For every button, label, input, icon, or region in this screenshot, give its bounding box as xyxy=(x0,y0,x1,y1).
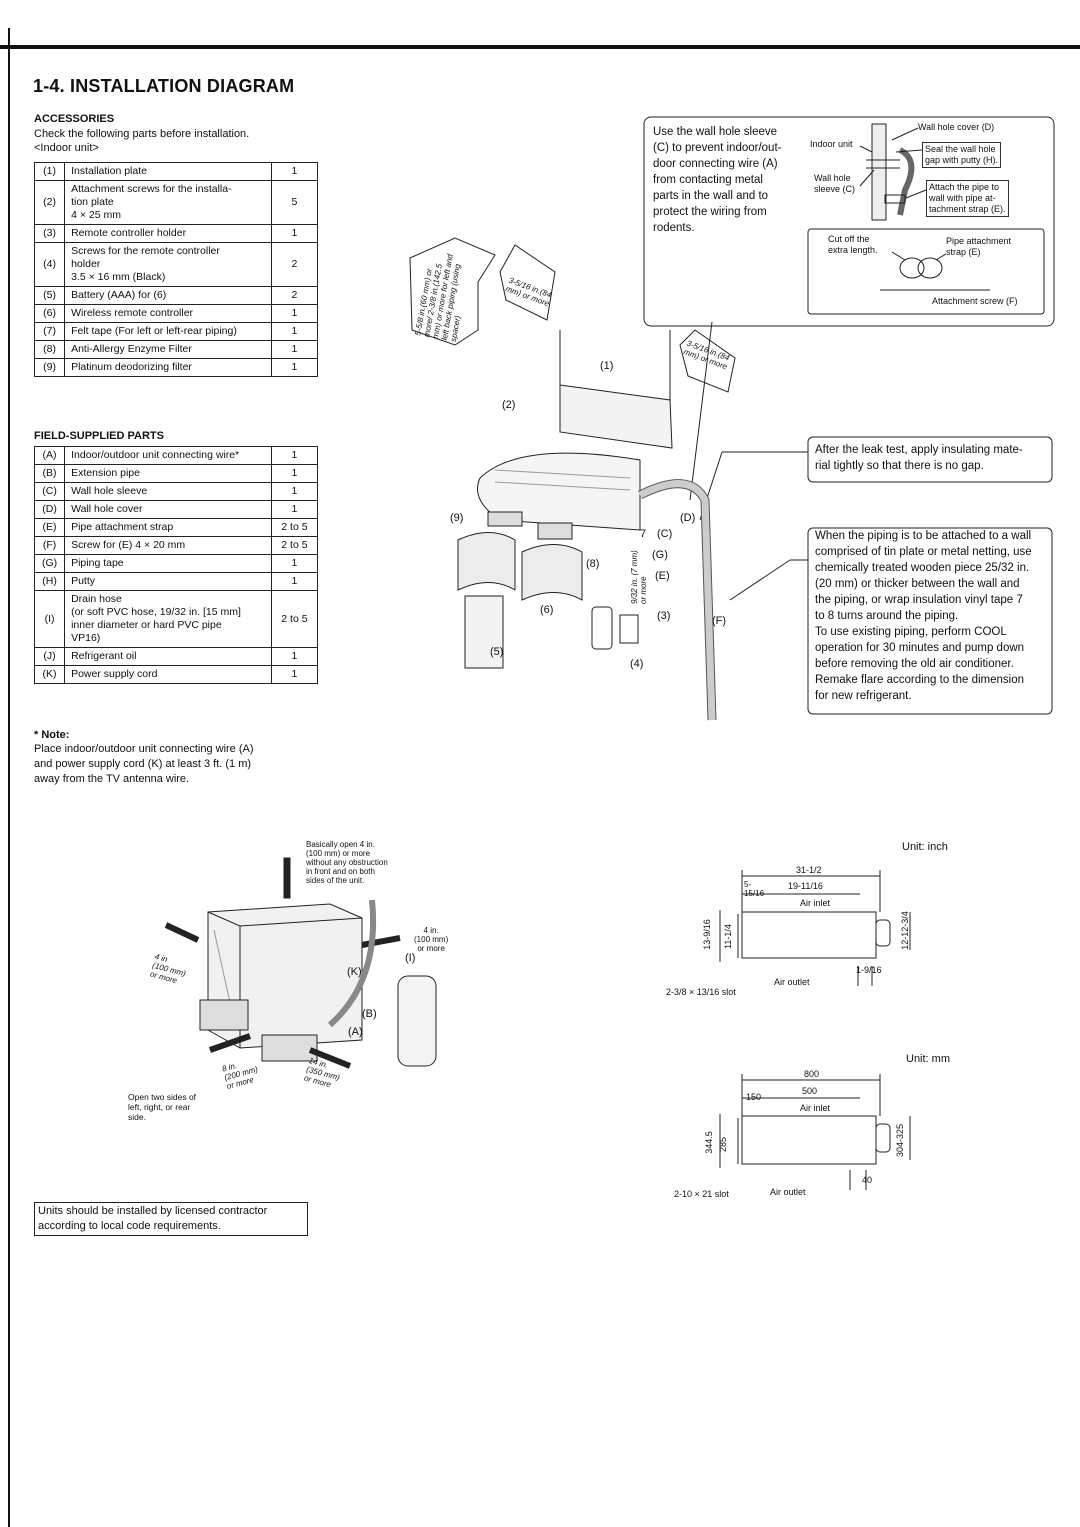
part-description: Wall hole sleeve xyxy=(65,483,272,501)
label-i: (I) xyxy=(405,952,416,964)
part-id: (2) xyxy=(35,181,65,225)
part-description: Platinum deodorizing filter xyxy=(65,359,272,377)
air-filter-right xyxy=(522,545,582,601)
top-clearance-label: Basically open 4 in. (100 mm) or more without any obstruction in front and on both sides of the unit. xyxy=(306,840,388,885)
part-quantity: 2 xyxy=(271,287,317,305)
licensed-contractor-notice: Units should be installed by licensed contractor according to local code requirements. xyxy=(34,1202,308,1236)
clearance-left-label: 5-5/8 in.(60 mm) or more/ 2-3/8 in.(142.5 mm) or more for left and left back piping (using spacer) xyxy=(413,253,463,343)
pipe-coil-2 xyxy=(918,258,942,278)
base-pad-left xyxy=(200,1000,248,1030)
mm-height2: 285 xyxy=(718,1136,729,1153)
part-id: (D) xyxy=(35,501,65,519)
part-id: (B) xyxy=(35,465,65,483)
part-description: Drain hose (or soft PVC hose, 19/32 in. [15 mm] inner diameter or hard PVC pipe VP16) xyxy=(65,591,272,648)
cut-off-callout: Cut off the extra length. xyxy=(828,234,878,255)
part-description: Attachment screws for the installa- tion plate 4 × 25 mm xyxy=(65,181,272,225)
mm-foot: 40 xyxy=(862,1175,873,1185)
unit-inch-label: Unit: inch xyxy=(902,841,948,853)
part-id: (G) xyxy=(35,555,65,573)
note-text: Place indoor/outdoor unit connecting wire (A) and power supply cord (K) at least 3 ft. (1 m) away from the TV antenna wire. xyxy=(34,743,254,785)
part-quantity: 2 to 5 xyxy=(271,591,317,648)
part-id: (8) xyxy=(35,341,65,359)
wall-piping-note: When the piping is to be attached to a wall comprised of tin plate or metal netting, use chemically treated wooden piece 25/32 in. (20 mm) or thicker between the wall and the piping, or wrap insulation vinyl tape 7 to 8 turns around the piping. To use existing piping, perform COOL operation for 30 minutes and pump down before removing the old air conditioner. Remake flare according to the dimension for new refrigerant. xyxy=(815,530,1032,702)
part-quantity: 1 xyxy=(271,465,317,483)
part-quantity: 1 xyxy=(271,573,317,591)
wall-section xyxy=(872,124,886,220)
mm-offset: 150 xyxy=(746,1092,762,1102)
inch-air-outlet: Air outlet xyxy=(774,977,810,987)
pipe-strap-callout: Pipe attachment strap (E) xyxy=(946,236,1012,257)
piping-run xyxy=(640,484,712,720)
filter-9 xyxy=(488,512,522,526)
label-7: 7 xyxy=(640,528,647,540)
left-clearance-label: 4 in (100 mm) or more xyxy=(149,952,187,986)
note-heading: * Note: xyxy=(34,729,70,741)
part-id: (I) xyxy=(35,591,65,648)
wall-hole-cover-callout: Wall hole cover (D) xyxy=(918,122,995,132)
unit-handle-mm xyxy=(876,1124,890,1152)
mm-slot: 2-10 × 21 slot xyxy=(674,1189,729,1199)
wall-sleeve-instructions: Use the wall hole sleeve (C) to prevent indoor/out- door connecting wire (A) from contacting metal parts in the wall and to protect the wiring from rodents. xyxy=(653,126,782,234)
part-description: Power supply cord xyxy=(65,666,272,684)
mm-inner: 500 xyxy=(802,1086,818,1096)
arrow-top xyxy=(284,858,290,898)
inch-offset: 5- 15/16 xyxy=(744,880,765,898)
attachment-screw-callout: Attachment screw (F) xyxy=(932,296,1018,306)
mm-width: 800 xyxy=(804,1069,820,1079)
label-9: (9) xyxy=(450,512,464,524)
part-description: Wall hole cover xyxy=(65,501,272,519)
part-quantity: 1 xyxy=(271,225,317,243)
indoor-unit-label: <Indoor unit> xyxy=(34,142,99,154)
inch-height2: 11-1/4 xyxy=(722,924,733,949)
label-b: (B) xyxy=(362,1008,377,1020)
field-parts-heading: FIELD-SUPPLIED PARTS xyxy=(34,430,164,442)
part-quantity: 1 xyxy=(271,501,317,519)
part-quantity: 1 xyxy=(271,666,317,684)
part-quantity: 1 xyxy=(271,648,317,666)
label-5: (5) xyxy=(490,646,504,658)
part-id: (H) xyxy=(35,573,65,591)
drain-cover xyxy=(398,976,436,1066)
part-quantity: 1 xyxy=(271,341,317,359)
label-f: (F) xyxy=(712,615,727,627)
label-8: (8) xyxy=(586,558,600,570)
part-description: Battery (AAA) for (6) xyxy=(65,287,272,305)
pipe-gap-label: 9/32 in. (7 mm) or more xyxy=(630,550,648,604)
label-2: (2) xyxy=(502,399,516,411)
part-id: (K) xyxy=(35,666,65,684)
part-id: (9) xyxy=(35,359,65,377)
inch-height1: 13-9/16 xyxy=(701,919,712,950)
label-c: (C) xyxy=(657,528,673,540)
part-description: Remote controller holder xyxy=(65,225,272,243)
mm-air-inlet: Air inlet xyxy=(800,1103,831,1113)
part-quantity: 2 to 5 xyxy=(271,537,317,555)
inch-slot: 2-3/8 × 13/16 slot xyxy=(666,987,736,997)
remote-holder xyxy=(620,615,638,643)
part-id: (4) xyxy=(35,243,65,287)
label-4: (4) xyxy=(630,658,644,670)
installation-plate xyxy=(560,385,672,448)
part-id: (7) xyxy=(35,323,65,341)
inch-air-inlet: Air inlet xyxy=(800,898,831,908)
leak-test-note: After the leak test, apply insulating mate- rial tightly so that there is no gap. xyxy=(815,444,1023,472)
part-description: Refrigerant oil xyxy=(65,648,272,666)
accessories-intro: Check the following parts before installation. xyxy=(34,128,250,140)
label-g: (G) xyxy=(652,549,668,561)
part-quantity: 1 xyxy=(271,163,317,181)
part-id: (F) xyxy=(35,537,65,555)
part-quantity: 5 xyxy=(271,181,317,225)
mm-height1: 344.5 xyxy=(703,1131,714,1154)
part-quantity: 1 xyxy=(271,555,317,573)
remote-controller xyxy=(592,607,612,649)
part-id: (A) xyxy=(35,447,65,465)
part-quantity: 2 to 5 xyxy=(271,519,317,537)
inch-inner: 19-11/16 xyxy=(788,881,823,891)
mm-height3: 304-325 xyxy=(895,1123,906,1158)
front-clearance-label: 8 in. (200 mm) or more xyxy=(221,1060,259,1091)
arrow-left xyxy=(166,925,198,940)
pipe-detail xyxy=(900,150,911,215)
right-clearance-label: 4 in. (100 mm) or more xyxy=(414,926,449,953)
accessories-heading: ACCESSORIES xyxy=(34,113,115,125)
part-description: Felt tape (For left or left-rear piping) xyxy=(65,323,272,341)
unit-outline-mm xyxy=(742,1116,876,1164)
wall-hole-sleeve-callout: Wall hole sleeve (C) xyxy=(814,173,856,194)
filter-8 xyxy=(538,523,572,539)
part-id: (E) xyxy=(35,519,65,537)
part-quantity: 2 xyxy=(271,243,317,287)
part-description: Putty xyxy=(65,573,272,591)
part-quantity: 1 xyxy=(271,323,317,341)
seal-putty-callout: Seal the wall hole gap with putty (H). xyxy=(922,142,1001,168)
part-id: (3) xyxy=(35,225,65,243)
clearance-top-label: 3-5/16 in.(84 mm) or more xyxy=(504,275,553,309)
part-quantity: 1 xyxy=(271,483,317,501)
arrow-right xyxy=(362,938,400,945)
part-description: Pipe attachment strap xyxy=(65,519,272,537)
part-id: (C) xyxy=(35,483,65,501)
unit-handle-inch xyxy=(876,920,890,946)
attach-pipe-callout: Attach the pipe to wall with pipe at- tachment strap (E). xyxy=(926,180,1009,217)
mm-air-outlet: Air outlet xyxy=(770,1187,806,1197)
label-6: (6) xyxy=(540,604,554,616)
inch-foot: 1-9/16 xyxy=(856,965,882,975)
part-id: (5) xyxy=(35,287,65,305)
inch-width: 31-1/2 xyxy=(796,865,822,875)
part-description: Anti-Allergy Enzyme Filter xyxy=(65,341,272,359)
unit-outline-inch xyxy=(742,912,876,958)
label-k: (K) xyxy=(347,966,362,978)
open-sides-label: Open two sides of left, right, or rear side. xyxy=(128,1092,197,1122)
label-e: (E) xyxy=(655,570,670,582)
label-a: (A) xyxy=(348,1026,363,1038)
part-description: Installation plate xyxy=(65,163,272,181)
part-description: Screws for the remote controller holder 3.5 × 16 mm (Black) xyxy=(65,243,272,287)
part-description: Extension pipe xyxy=(65,465,272,483)
back-clearance-label: 14 in. (350 mm) or more xyxy=(303,1056,341,1090)
inch-height3: 12-12-3/4 xyxy=(899,911,910,950)
label-3: (3) xyxy=(657,610,671,622)
page-title: 1-4. INSTALLATION DIAGRAM xyxy=(33,76,295,96)
part-id: (1) xyxy=(35,163,65,181)
unit-mm-label: Unit: mm xyxy=(906,1053,950,1065)
label-1: (1) xyxy=(600,360,614,372)
part-description: Indoor/outdoor unit connecting wire* xyxy=(65,447,272,465)
part-quantity: 1 xyxy=(271,447,317,465)
clearance-right-label: 3-5/16 in.(84 mm) or more xyxy=(682,338,731,372)
part-quantity: 1 xyxy=(271,305,317,323)
part-id: (6) xyxy=(35,305,65,323)
part-description: Wireless remote controller xyxy=(65,305,272,323)
part-description: Piping tape xyxy=(65,555,272,573)
air-filter-left xyxy=(458,533,515,591)
part-id: (J) xyxy=(35,648,65,666)
pipe-coil-1 xyxy=(900,258,924,278)
part-description: Screw for (E) 4 × 20 mm xyxy=(65,537,272,555)
indoor-unit-callout: Indoor unit xyxy=(810,139,853,149)
part-quantity: 1 xyxy=(271,359,317,377)
label-d: (D) xyxy=(680,512,696,524)
